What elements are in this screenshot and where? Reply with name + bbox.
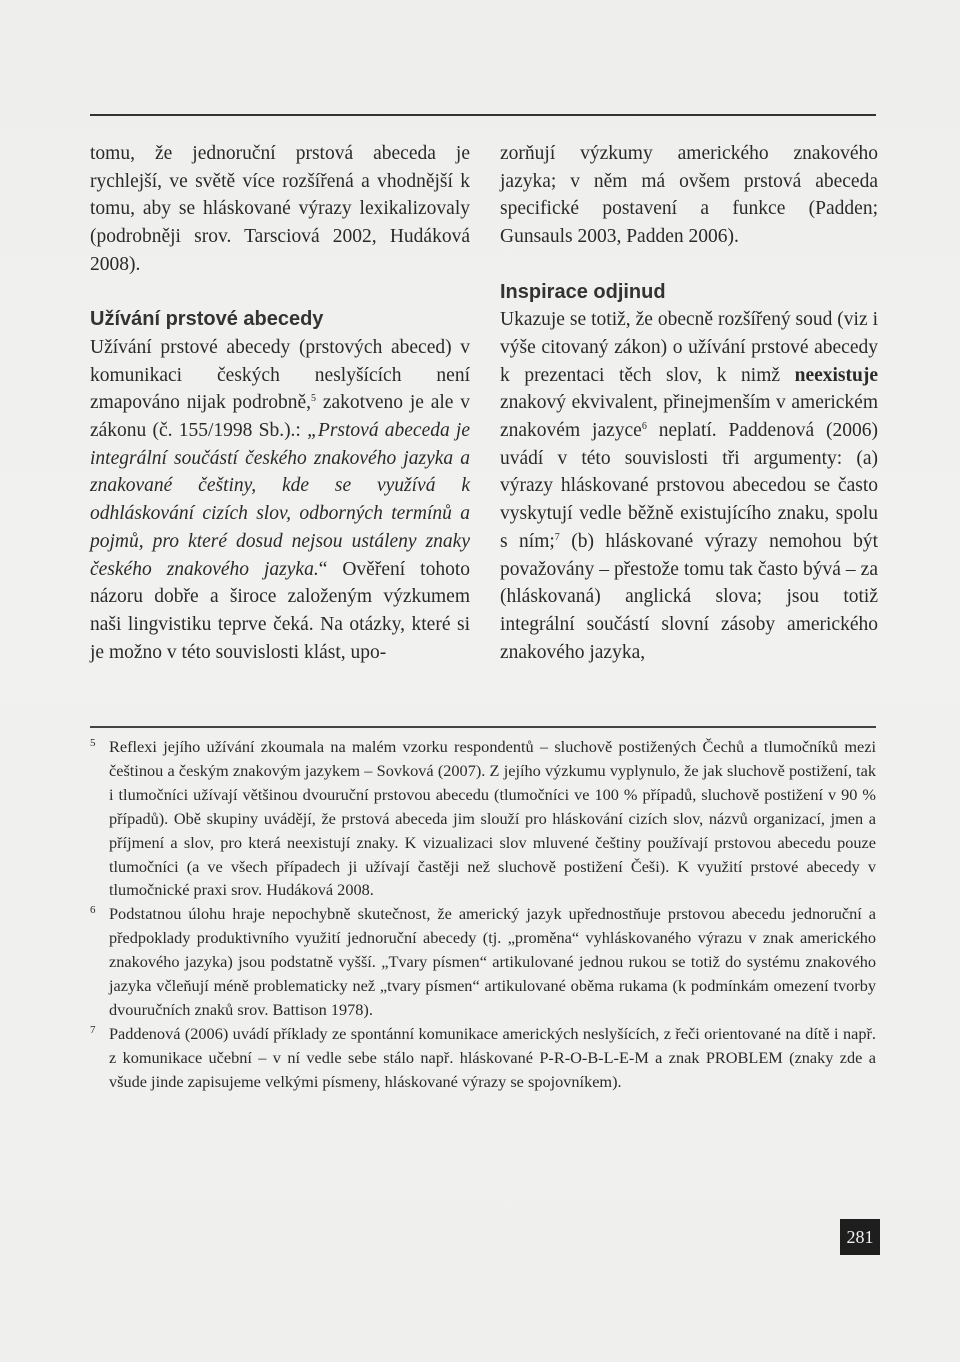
left-paragraph-2: [90, 334, 470, 666]
right-paragraph-1: zorňují výzkumy amerického znakového jazyka; v něm má ovšem prstová abeceda specifické postavení a funkce (Padden; Gunsauls 2003, Padden 2006).: [500, 143, 878, 248]
para2-c: neplatí. Paddenová (2006) uvádí v této souvislosti tři argumenty: (a) výrazy hláskované prstovou abecedou se často vyskytují vedle běžně existujícího znaku, spolu s ním;: [500, 420, 878, 552]
right-paragraph-2: [500, 306, 878, 666]
section-heading-inspirace: Inspirace odjinud: [500, 280, 666, 303]
footnote-text: Reflexi jejího užívání zkoumala na malém vzorku respondentů – sluchově postižených Čechů a tlumočníků mezi češtinou a českým znakovým jazykem – Sovková (2007). Z jejího výzkumu vyplynulo, že jak sluchově postižení, tak i tlumočníci užívají většinou dvouruční prstovou abecedu (tlumočníci ve 100 % případů, sluchově postižení v 90 % případů). Obě skupiny uvádějí, že prstová abeceda jim slouží pro hláskování cizích slov, názvů organizací, jmen a příjmení a slov, pro která neexistují znaky. K vizualizaci slov mluvené češtiny používají prstovou abecedu pouze tlumočníci (a ve všech případech ji užívají častěji než sluchově postižení Češi). K využití prstové abecedy v tlumočnické praxi srov. Hudáková 2008.: [109, 737, 876, 900]
left-column: [90, 140, 470, 666]
footnote-number: 5: [90, 737, 96, 749]
para2-end: “ Ověření tohoto názoru dobře a široce založeným výzkumem naši lingvistiku teprve čeká. Na otázky, které si je možno v této souvislosti klást, upo-: [90, 558, 470, 663]
footnote-ref-7[interactable]: 7: [554, 531, 560, 543]
footnote-ref-6[interactable]: 6: [641, 421, 647, 433]
page-number: 281: [840, 1219, 880, 1255]
para2-b: znakový ekvivalent, přinejmenším v americkém znakovém jazyce: [500, 392, 878, 442]
footnote-text: Podstatnou úlohu hraje nepochybně skutečnost, že americký jazyk upřednostňuje prstovou abecedu jednoruční a předpoklady produktivního využití jednoruční abecedy (tj. „proměna“ vyhláskovaného výrazu v znak amerického znakového jazyka) jsou podstatně vyšší. „Tvary písmen“ artikulované jednou rukou se totiž do systému znakového jazyka včleňují méně problematicky než „tvary písmen“ artikulované oběma rukama (k podmínkám omezení tvorby dvouručních znaků srov. Battison 1978).: [109, 904, 876, 1019]
footnote-text: Paddenová (2006) uvádí příklady ze spontánní komunikace amerických neslyšících, z řeči orientované na dítě i např. z komunikace učební – v ní vedle sebe stálo např. hláskované P-R-O-B-L-E-M a znak PROBLEM (znaky zde a všude jinde zapisujeme velkými písmeny, hláskované výrazy se spojovníkem).: [109, 1023, 876, 1091]
footnote-ref-5[interactable]: 5: [311, 393, 317, 405]
para2-start: Užívání prstové abecedy (prstových abeced) v komunikaci českých neslyšících není zmapováno nijak podrobně,: [90, 336, 470, 414]
footnote-6: [90, 902, 876, 1022]
left-paragraph-1: tomu, že jednoruční prstová abeceda je rychlejší, ve světě více rozšířená a vhodnější k tomu, aby se hláskované výrazy lexikalizovaly (podrobněji srov. Tarsciová 2002, Hudáková 2008).: [90, 143, 470, 275]
para2-d: (b) hláskované výrazy nemohou být považovány – přestože tomu tak často bývá – za (hláskovaná) anglická slova; jsou totiž integrální součástí slovní zásoby amerického znakového jazyka,: [500, 530, 879, 663]
law-quote: „Prstová abeceda je integrální součástí českého znakového jazyka a znakované češtiny, kde se využívá k odhláskování cizích slov, odborných termínů a pojmů, pro které dosud nejsou ustáleny znaky českého znakového jazyka.: [90, 420, 471, 580]
footnote-5: [90, 735, 876, 902]
para2-mid: zakotveno je ale v zákonu (č. 155/1998 Sb.).:: [90, 392, 471, 442]
top-rule: [90, 114, 876, 116]
footnote-number: 6: [90, 904, 96, 917]
footnotes: [90, 735, 876, 1094]
section-heading-uzivani: Užívání prstové abecedy: [90, 308, 324, 331]
footnote-number: 7: [90, 1023, 96, 1036]
emphasis-neexistuje: neexistuje: [794, 364, 878, 386]
right-column: [500, 140, 878, 666]
footnote-7: [90, 1022, 876, 1094]
para2-a: Ukazuje se totiž, že obecně rozšířený soud (viz i výše citovaný zákon) o užívání prstové abecedy k prezentaci těch slov, k nimž: [500, 309, 878, 386]
footnote-rule: [90, 726, 876, 728]
